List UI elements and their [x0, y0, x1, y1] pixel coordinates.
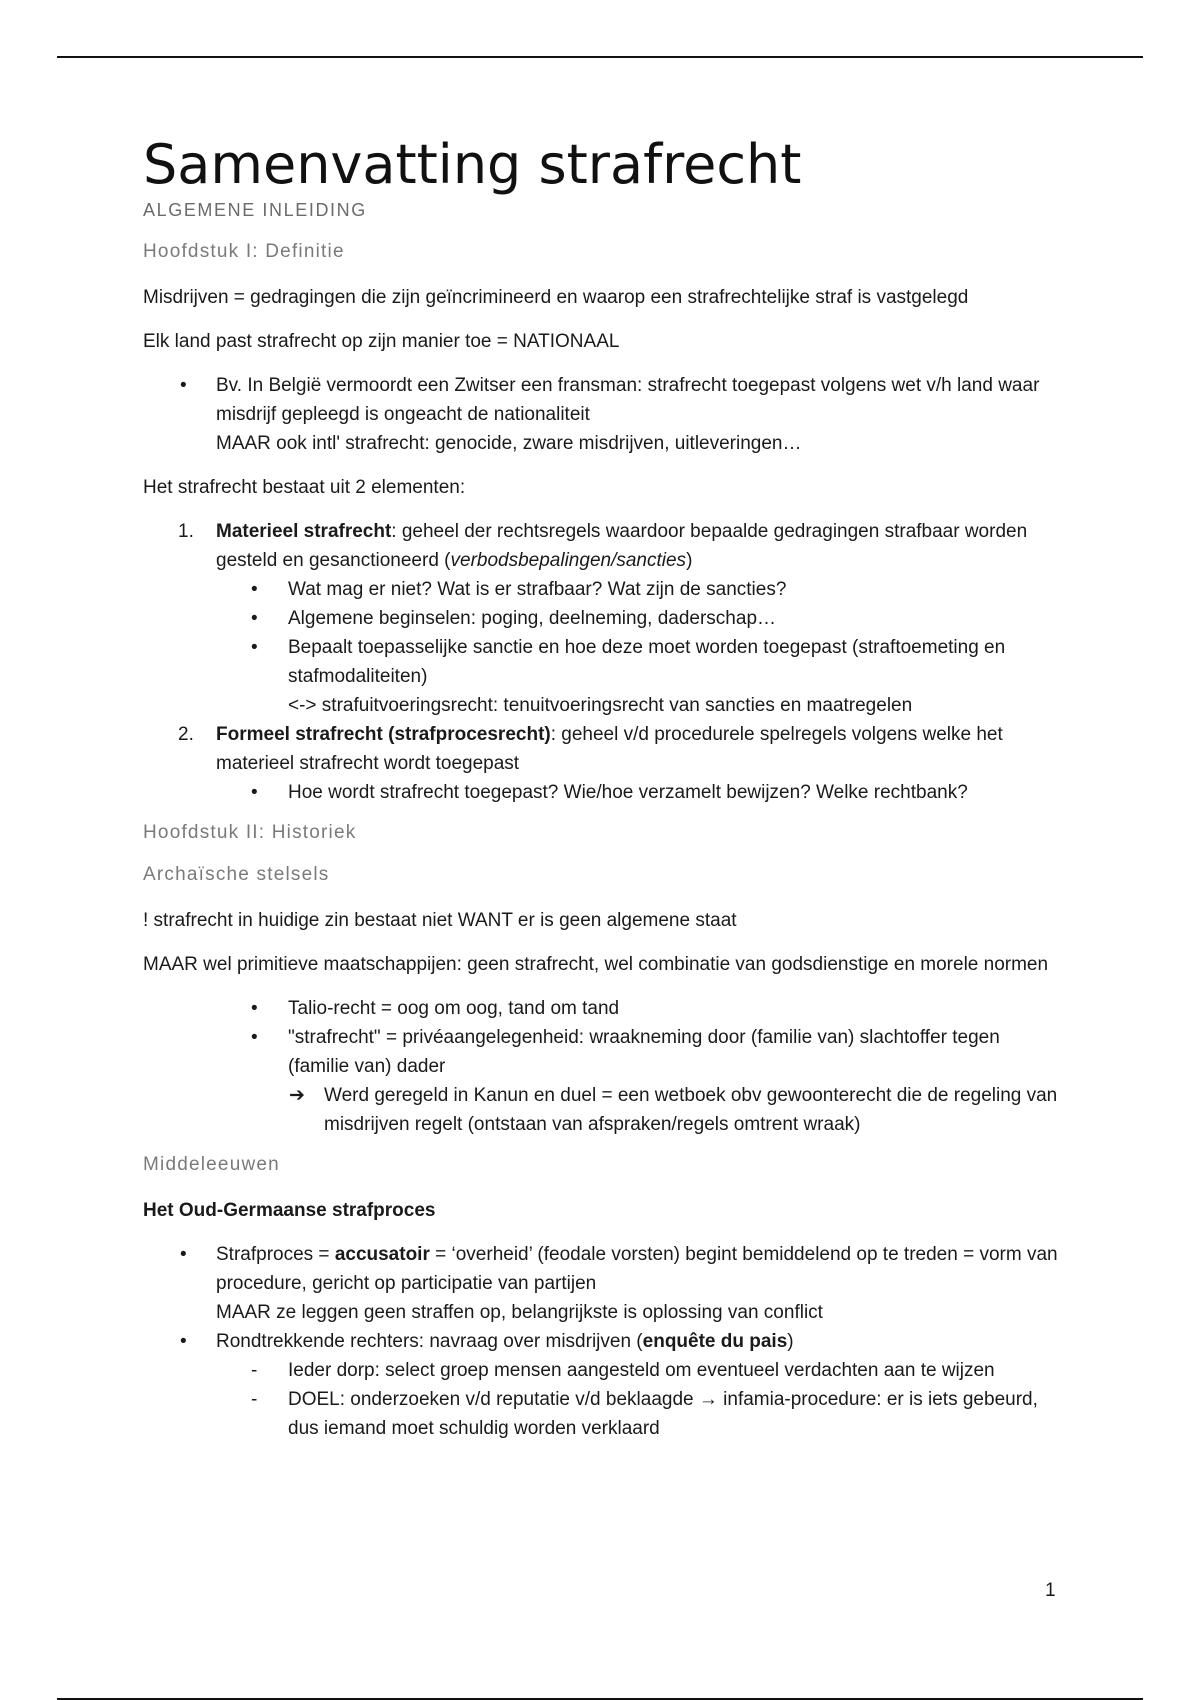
subheading-text: Het Oud-Germaanse strafproces	[143, 1200, 436, 1221]
bullet-icon: •	[251, 608, 258, 629]
list-item	[143, 371, 1063, 458]
bullet-icon: •	[251, 782, 258, 803]
term: Formeel strafrecht (strafprocesrecht)	[216, 724, 551, 745]
chapter-1-heading: Hoofdstuk I: Definitie	[143, 241, 345, 262]
list-item	[143, 1327, 1063, 1356]
list-item	[143, 720, 1063, 778]
paragraph: Misdrijven = gedragingen die zijn geïncrimineerd en waarop een strafrechtelijke straf is vastgelegd	[143, 287, 969, 308]
list-item-text: Bepaalt toepasselijke sanctie en hoe deze moet worden toegepast (straftoemeting en stafmodaliteiten)	[288, 637, 1006, 687]
list-item-text: Wat mag er niet? Wat is er strafbaar? Wat zijn de sancties?	[288, 579, 787, 600]
bullet-icon: •	[251, 637, 258, 658]
list-item	[143, 1240, 1063, 1327]
list-item-text: "strafrecht" = privéaangelegenheid: wraakneming door (familie van) slachtoffer tegen (familie van) dader	[288, 1027, 1000, 1077]
section-heading: Archaïsche stelsels	[143, 864, 330, 885]
list-item-continuation: MAAR ze leggen geen straffen op, belangrijkste is oplossing van conflict	[216, 1302, 823, 1323]
document-page	[143, 133, 1063, 1458]
list-item	[143, 575, 1063, 604]
text-run: = ‘overheid’ (feodale vorsten) begint bemiddelend op te treden = vorm van procedure, gericht op participatie van partijen	[216, 1244, 1058, 1294]
header-rule	[57, 56, 1143, 58]
definition-text: : geheel v/d procedurele spelregels volgens welke het materieel strafrecht wordt toegepast	[216, 724, 1003, 774]
subheading	[143, 1196, 1063, 1225]
list-item-text	[216, 724, 1003, 774]
numbered-list	[143, 517, 1063, 807]
list-item	[143, 1023, 1063, 1081]
emphasis: verbodsbepalingen/sancties	[450, 550, 687, 571]
text-run: Rondtrekkende rechters: navraag over misdrijven (	[216, 1331, 643, 1352]
paragraph: Elk land past strafrecht op zijn manier toe = NATIONAAL	[143, 331, 620, 352]
list-item	[143, 994, 1063, 1023]
paragraph: MAAR wel primitieve maatschappijen: geen strafrecht, wel combinatie van godsdienstige en morele normen	[143, 954, 1049, 975]
term: Materieel strafrecht	[216, 521, 392, 542]
list-item	[143, 778, 1063, 807]
page-number: 1	[1045, 1580, 1056, 1601]
text-run: )	[787, 1331, 794, 1352]
list-item	[143, 633, 1063, 720]
bullet-icon: •	[251, 579, 258, 600]
list-item-continuation: <-> strafuitvoeringsrecht: tenuitvoeringsrecht van sancties en maatregelen	[288, 695, 913, 716]
list-number: 2.	[178, 724, 194, 745]
bullet-icon: •	[180, 1331, 187, 1352]
text-run: Strafproces =	[216, 1244, 335, 1265]
list-number: 1.	[178, 521, 194, 542]
bullet-icon: •	[180, 1244, 187, 1265]
list-item	[143, 1356, 1063, 1385]
dash-icon: -	[251, 1389, 258, 1410]
term: enquête du pais	[642, 1331, 788, 1352]
chapter-2-heading: Hoofdstuk II: Historiek	[143, 822, 357, 843]
document-title: Samenvatting strafrecht	[143, 133, 802, 196]
list-item-text: Algemene beginselen: poging, deelneming, daderschap…	[288, 608, 777, 629]
list-item-text	[216, 1331, 794, 1352]
list-item-text: Werd geregeld in Kanun en duel = een wetboek obv gewoonterecht die de regeling van misdrijven regelt (ontstaan van afspraken/regels omtrent wraak)	[324, 1085, 1058, 1135]
bullet-list	[143, 994, 1063, 1139]
list-item-text	[216, 1240, 1063, 1298]
paragraph: ! strafrecht in huidige zin bestaat niet WANT er is geen algemene staat	[143, 910, 737, 931]
document-subtitle: ALGEMENE INLEIDING	[143, 200, 367, 220]
bullet-list	[143, 371, 1063, 458]
list-item-text: Hoe wordt strafrecht toegepast? Wie/hoe verzamelt bewijzen? Welke rechtbank?	[288, 782, 968, 803]
list-item-text: Bv. In België vermoordt een Zwitser een fransman: strafrecht toegepast volgens wet v/h land waar misdrijf gepleegd is ongeacht de nationaliteit	[216, 375, 1040, 425]
definition-text: )	[686, 550, 693, 571]
list-item-text: Ieder dorp: select groep mensen aangesteld om eventueel verdachten aan te wijzen	[288, 1360, 995, 1381]
definition-text: : geheel der rechtsregels waardoor bepaalde gedragingen strafbaar worden gesteld en gesanctioneerd (	[216, 521, 1028, 571]
list-item-text: Talio-recht = oog om oog, tand om tand	[288, 998, 620, 1019]
bullet-icon: •	[180, 375, 187, 396]
bullet-icon: •	[251, 998, 258, 1019]
dash-icon: -	[251, 1360, 258, 1381]
paragraph: Het strafrecht bestaat uit 2 elementen:	[143, 477, 466, 498]
list-item-text: DOEL: onderzoeken v/d reputatie v/d beklaagde → infamia-procedure: er is iets gebeurd, dus iemand moet schuldig worden verklaard	[288, 1389, 1038, 1439]
list-item	[143, 604, 1063, 633]
list-item-text	[216, 521, 1027, 571]
list-item	[143, 1081, 1063, 1139]
list-item	[143, 1385, 1063, 1443]
section-heading: Middeleeuwen	[143, 1154, 280, 1175]
term: accusatoir	[334, 1244, 430, 1265]
bullet-icon: •	[251, 1027, 258, 1048]
arrow-right-icon: ➔	[289, 1085, 305, 1106]
list-item-continuation: MAAR ook intl' strafrecht: genocide, zware misdrijven, uitleveringen…	[216, 433, 802, 454]
bullet-list	[143, 1240, 1063, 1443]
list-item	[143, 517, 1063, 575]
